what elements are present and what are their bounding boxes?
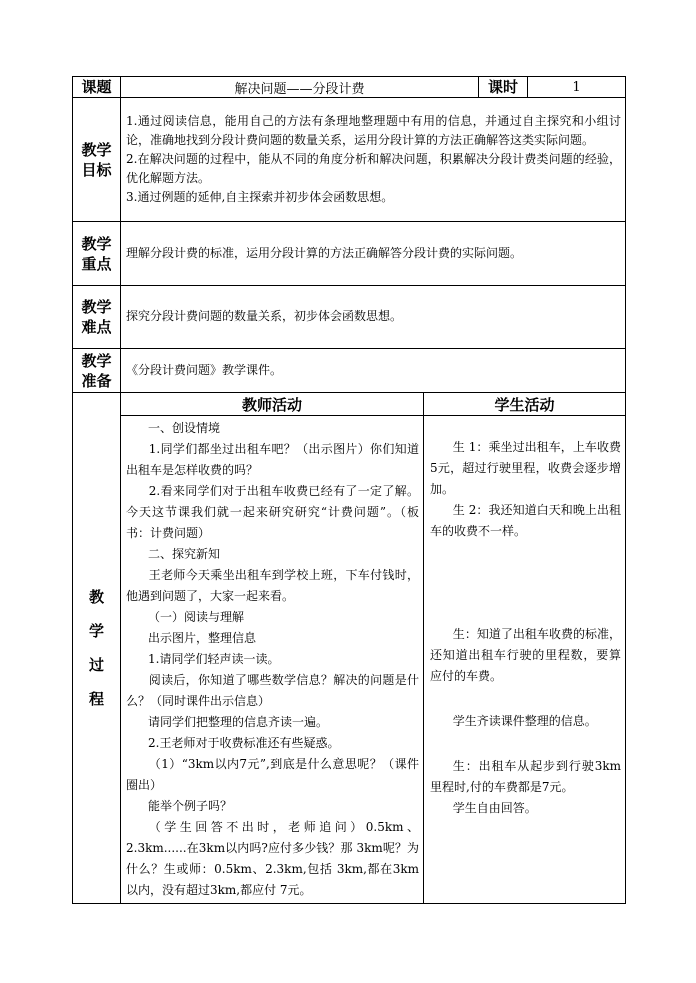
focus-label-line-1: 教学	[81, 234, 112, 253]
teacher-line: （一）阅读与理解	[148, 610, 245, 624]
difficulty-label	[73, 286, 121, 349]
header-row	[73, 77, 626, 98]
teacher-line: （学生回答不出时，老师追问）0.5km、2.3km......在3km以内吗?应付多少钱？那 3km呢？为什么？生或师：0.5km、2.3km,包括 3km,都在3km以内，没有超过3km,都应付 7元。	[126, 820, 419, 897]
student-activity-heading: 学生活动	[424, 393, 626, 416]
focus-text: 理解分段计费的标准，运用分段计算的方法正确解答分段计费的实际问题。	[121, 222, 626, 286]
teacher-line: 二、探究新知	[148, 547, 221, 561]
teacher-line: 请同学们把整理的信息齐读一遍。	[148, 715, 329, 729]
focus-label-line-2: 重点	[81, 254, 112, 273]
goals-label	[73, 98, 121, 222]
difficulty-row	[73, 286, 626, 349]
teacher-line: 出示图片，整理信息	[148, 631, 257, 645]
prep-text: 《分段计费问题》教学课件。	[121, 349, 626, 393]
lesson-plan-document	[72, 76, 625, 904]
topic-title: 解决问题——分段计费	[121, 77, 479, 98]
focus-label	[73, 222, 121, 286]
prep-row	[73, 349, 626, 393]
hours-label: 课时	[479, 77, 528, 98]
teacher-line: 2.看来同学们对于出租车收费已经有了一定了解。今天这节课我们就一起来研究研究“计费问题”。（板书：计费问题）	[126, 484, 419, 540]
process-head-row	[73, 393, 626, 416]
goal-item: 2.在解决问题的过程中，能从不同的角度分析和解决问题，积累解决分段计费类问题的经验，优化解题方法。	[126, 151, 622, 185]
process-label-char: 过	[88, 656, 104, 674]
topic-label: 课题	[73, 77, 121, 98]
teacher-activity	[121, 416, 424, 904]
goal-item: 1.通过阅读信息，能用自己的方法有条理地整理题中有用的信息，并通过自主探究和小组讨论，准确地找到分段计费问题的数量关系，运用分段计算的方法正确解答这类实际问题。	[126, 113, 622, 147]
process-label-char: 程	[88, 690, 104, 708]
student-line: 生 2：我还知道白天和晚上出租车的收费不一样。	[430, 503, 622, 538]
process-label-char: 教	[88, 588, 104, 606]
teacher-line: 一、创设情境	[148, 421, 221, 435]
student-activity	[424, 416, 626, 904]
student-line: 生：知道了出租车收费的标准，还知道出租车行驶的里程数，要算应付的车费。	[430, 627, 622, 683]
spacer	[430, 687, 621, 711]
teacher-activity-heading: 教师活动	[121, 393, 424, 416]
spacer	[430, 542, 621, 624]
student-line: 学生自由回答。	[452, 801, 537, 815]
teacher-line: 1.同学们都坐过出租车吧？（出示图片）你们知道出租车是怎样收费的吗？	[126, 442, 419, 477]
difficulty-text: 探究分段计费问题的数量关系，初步体会函数思想。	[121, 286, 626, 349]
spacer	[430, 418, 621, 437]
process-label-char: 学	[88, 622, 104, 640]
goals-label-line-1: 教学	[81, 140, 112, 159]
prep-label-line-2: 准备	[81, 371, 112, 390]
difficulty-label-line-2: 难点	[81, 318, 112, 336]
teacher-line: 能举个例子吗？	[148, 799, 233, 813]
spacer	[430, 732, 621, 756]
goals-row	[73, 98, 626, 222]
prep-label-line-1: 教学	[81, 351, 112, 370]
student-line: 学生齐读课件整理的信息。	[452, 714, 597, 728]
teacher-line: 王老师今天乘坐出租车到学校上班，下车付钱时，他遇到问题了，大家一起来看。	[126, 568, 419, 603]
goals-text	[121, 98, 626, 222]
goals-label-line-2: 目标	[81, 160, 112, 179]
difficulty-label-line-1: 教学	[81, 298, 112, 316]
hours-value: 1	[528, 77, 626, 98]
teacher-line: 2.王老师对于收费标准还有些疑惑。	[148, 736, 340, 750]
teacher-line: 阅读后，你知道了哪些数学信息？解决的问题是什么？（同时课件出示信息）	[126, 673, 419, 708]
teacher-line: （1）“3km以内7元”,到底是什么意思呢？（课件圈出）	[126, 757, 419, 792]
goal-item: 3.通过例题的延伸,自主探索并初步体会函数思想。	[126, 189, 394, 204]
student-line: 生 1：乘坐过出租车，上车收费 5元，超过行驶里程，收费会逐步增加。	[430, 440, 622, 496]
teacher-line: 1.请同学们轻声读一读。	[148, 652, 280, 666]
process-label	[73, 393, 121, 904]
prep-label	[73, 349, 121, 393]
lesson-plan-table	[72, 76, 626, 904]
focus-row	[73, 222, 626, 286]
student-line: 生：出租车从起步到行驶3km里程时,付的车费都是7元。	[430, 759, 622, 794]
process-body-row	[73, 416, 626, 904]
